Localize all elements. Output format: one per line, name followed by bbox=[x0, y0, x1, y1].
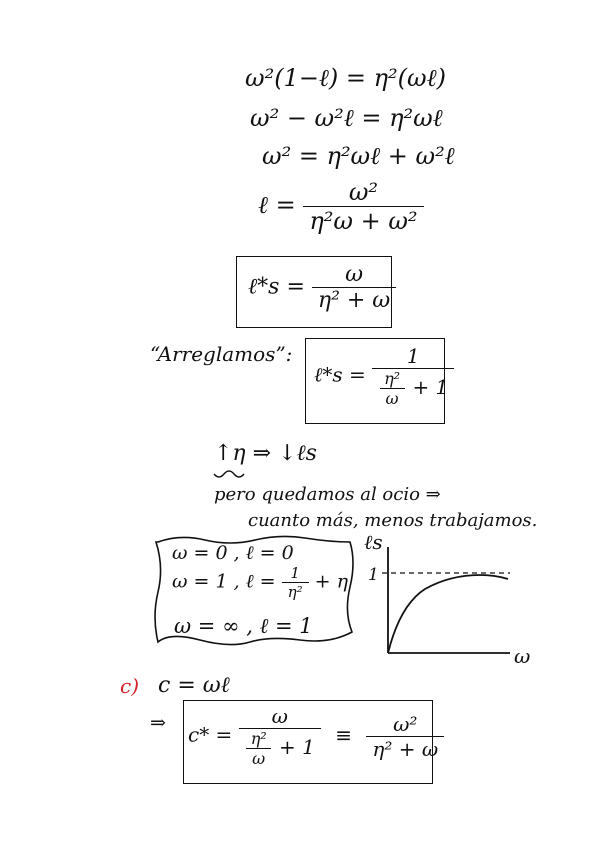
arranged-inner-den: ω bbox=[380, 388, 405, 408]
saturation-graph bbox=[380, 545, 512, 655]
arranged-denominator bbox=[372, 368, 454, 408]
underline-squiggle bbox=[212, 468, 252, 482]
arranged-inner-fraction bbox=[378, 369, 406, 408]
case-2 bbox=[172, 564, 348, 601]
partc-equiv: ≡ bbox=[335, 722, 353, 747]
arranged-label: “Arreglamos”: bbox=[150, 342, 293, 366]
line4-lhs: ℓ = bbox=[258, 191, 296, 219]
arranged-inner-num: η² bbox=[384, 369, 401, 388]
case-2-num: 1 bbox=[290, 564, 300, 582]
partc-numerator: ω bbox=[271, 704, 288, 728]
partc-fraction bbox=[239, 704, 321, 768]
graph-x-label: ω bbox=[514, 644, 531, 668]
case-2-fraction bbox=[282, 564, 309, 601]
arranged-numerator: 1 bbox=[406, 344, 420, 368]
partc-inner-num: η² bbox=[250, 729, 267, 748]
note-line-2: cuanto más, menos trabajamos. bbox=[248, 510, 538, 531]
graph-curve bbox=[388, 575, 508, 653]
boxed1-denominator: η² + ω bbox=[312, 287, 396, 313]
boxed-result-2-content bbox=[314, 344, 454, 408]
partc-plus: + 1 bbox=[279, 735, 315, 759]
case-2-den: η² bbox=[282, 582, 309, 601]
boxed-result-1-content bbox=[248, 262, 396, 313]
partc-inner-fraction bbox=[245, 729, 273, 768]
arranged-plus: + 1 bbox=[412, 375, 449, 399]
derivation-line-2: ω² − ω²ℓ = η²ωℓ bbox=[250, 104, 443, 132]
case-2-plus: + η bbox=[314, 570, 349, 593]
graph-y-label: ℓs bbox=[364, 530, 383, 554]
partc-rhs-fraction bbox=[366, 712, 444, 761]
arranged-lhs: ℓ*s = bbox=[314, 362, 366, 387]
boxed1-numerator: ω bbox=[345, 262, 364, 287]
partc-inner-den: ω bbox=[246, 748, 271, 768]
line4-denominator: η²ω + ω² bbox=[303, 206, 423, 235]
part-c-arrow: ⇒ bbox=[150, 712, 166, 734]
case-3: ω = ∞ , ℓ = 1 bbox=[174, 614, 313, 638]
case-1: ω = 0 , ℓ = 0 bbox=[172, 542, 294, 564]
partc-rhs-denominator: η² + ω bbox=[366, 736, 444, 761]
note-arrow: ↑η ⇒ ↓ℓs bbox=[214, 441, 317, 466]
note-line-1: pero quedamos al ocio ⇒ bbox=[214, 484, 441, 505]
boxed1-lhs: ℓ*s = bbox=[248, 274, 305, 300]
partc-lhs: c* = bbox=[188, 722, 233, 747]
partc-rhs-numerator: ω² bbox=[393, 711, 418, 736]
derivation-line-1: ω²(1−ℓ) = η²(ωℓ) bbox=[245, 64, 446, 92]
part-c-label: c) bbox=[120, 674, 140, 698]
derivation-line-3: ω² = η²ωℓ + ω²ℓ bbox=[262, 142, 455, 170]
arranged-fraction bbox=[372, 344, 454, 408]
graph-y-tick: 1 bbox=[368, 565, 379, 585]
boxed-result-3-content bbox=[188, 704, 444, 768]
derivation-line-4 bbox=[258, 178, 424, 235]
boxed1-fraction bbox=[312, 262, 396, 313]
part-c-equation: c = ωℓ bbox=[158, 673, 230, 698]
partc-denominator bbox=[239, 728, 321, 768]
case-2-lhs: ω = 1 , ℓ = bbox=[172, 570, 276, 593]
line4-numerator: ω² bbox=[348, 178, 379, 206]
line4-fraction bbox=[303, 178, 423, 235]
